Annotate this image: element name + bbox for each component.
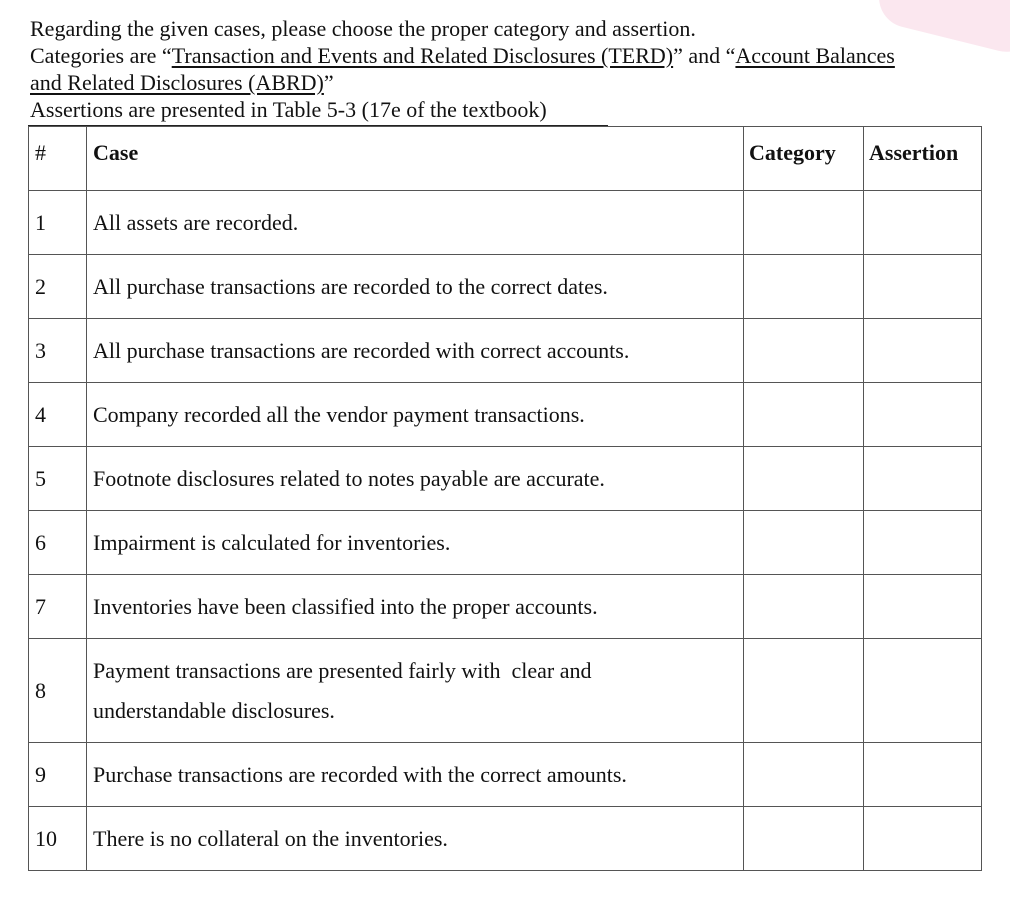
category-cell[interactable] bbox=[744, 743, 864, 807]
table-row bbox=[29, 383, 982, 447]
assertion-cell[interactable] bbox=[864, 447, 982, 511]
case-text: Purchase transactions are recorded with the correct amounts. bbox=[87, 743, 744, 807]
category-cell[interactable] bbox=[744, 807, 864, 871]
table-row bbox=[29, 191, 982, 255]
case-text: Footnote disclosures related to notes payable are accurate. bbox=[87, 447, 744, 511]
assertion-cell[interactable] bbox=[864, 511, 982, 575]
assertion-cell[interactable] bbox=[864, 807, 982, 871]
category-cell[interactable] bbox=[744, 639, 864, 743]
assertion-cell[interactable] bbox=[864, 191, 982, 255]
assertion-cell[interactable] bbox=[864, 383, 982, 447]
instruction-line-4: Assertions are presented in Table 5-3 (17e of the textbook) bbox=[30, 97, 547, 122]
category-cell[interactable] bbox=[744, 255, 864, 319]
category-cell[interactable] bbox=[744, 191, 864, 255]
row-number: 2 bbox=[29, 255, 87, 319]
instruction-line-1: Regarding the given cases, please choose the proper category and assertion. bbox=[30, 16, 696, 41]
table-row bbox=[29, 447, 982, 511]
table-header-row bbox=[29, 127, 982, 191]
row-number: 5 bbox=[29, 447, 87, 511]
row-number: 6 bbox=[29, 511, 87, 575]
table-row bbox=[29, 743, 982, 807]
category-cell[interactable] bbox=[744, 447, 864, 511]
row-number: 10 bbox=[29, 807, 87, 871]
case-text: All purchase transactions are recorded with correct accounts. bbox=[87, 319, 744, 383]
assertion-cell[interactable] bbox=[864, 639, 982, 743]
case-text: Company recorded all the vendor payment transactions. bbox=[87, 383, 744, 447]
table-row bbox=[29, 511, 982, 575]
categories-suffix: ” bbox=[323, 70, 334, 95]
table-row bbox=[29, 319, 982, 383]
table-row bbox=[29, 255, 982, 319]
row-number: 1 bbox=[29, 191, 87, 255]
assertion-cell[interactable] bbox=[864, 255, 982, 319]
category-cell[interactable] bbox=[744, 319, 864, 383]
row-number: 7 bbox=[29, 575, 87, 639]
header-category: Category bbox=[744, 127, 864, 191]
table-row bbox=[29, 807, 982, 871]
table-row bbox=[29, 639, 982, 743]
case-text-line-2: understandable disclosures. bbox=[93, 697, 335, 723]
category-terd: Transaction and Events and Related Disclosures (TERD) bbox=[171, 43, 674, 68]
row-number: 8 bbox=[29, 639, 87, 743]
categories-mid: ” and “ bbox=[673, 43, 736, 68]
instruction-line-3 bbox=[30, 69, 995, 96]
assertion-cell[interactable] bbox=[864, 575, 982, 639]
case-text bbox=[87, 639, 744, 743]
case-text-line-1: Payment transactions are presented fairly with clear and bbox=[93, 657, 592, 683]
category-cell[interactable] bbox=[744, 511, 864, 575]
categories-prefix: Categories are “ bbox=[30, 43, 172, 68]
case-text: There is no collateral on the inventories. bbox=[87, 807, 744, 871]
assertion-cell[interactable] bbox=[864, 743, 982, 807]
instruction-line-2 bbox=[30, 42, 995, 69]
assertion-cell[interactable] bbox=[864, 319, 982, 383]
case-text: Inventories have been classified into the proper accounts. bbox=[87, 575, 744, 639]
category-cell[interactable] bbox=[744, 575, 864, 639]
category-abrd-part2: and Related Disclosures (ABRD) bbox=[30, 70, 324, 95]
case-text: Impairment is calculated for inventories. bbox=[87, 511, 744, 575]
instructions bbox=[30, 15, 995, 123]
header-assertion: Assertion bbox=[864, 127, 982, 191]
table-row bbox=[29, 575, 982, 639]
cases-table bbox=[28, 126, 982, 871]
case-text: All assets are recorded. bbox=[87, 191, 744, 255]
case-text: All purchase transactions are recorded to the correct dates. bbox=[87, 255, 744, 319]
header-case: Case bbox=[87, 127, 744, 191]
category-cell[interactable] bbox=[744, 383, 864, 447]
row-number: 4 bbox=[29, 383, 87, 447]
category-abrd-part1: Account Balances bbox=[735, 43, 895, 68]
row-number: 9 bbox=[29, 743, 87, 807]
row-number: 3 bbox=[29, 319, 87, 383]
header-num: # bbox=[29, 127, 87, 191]
